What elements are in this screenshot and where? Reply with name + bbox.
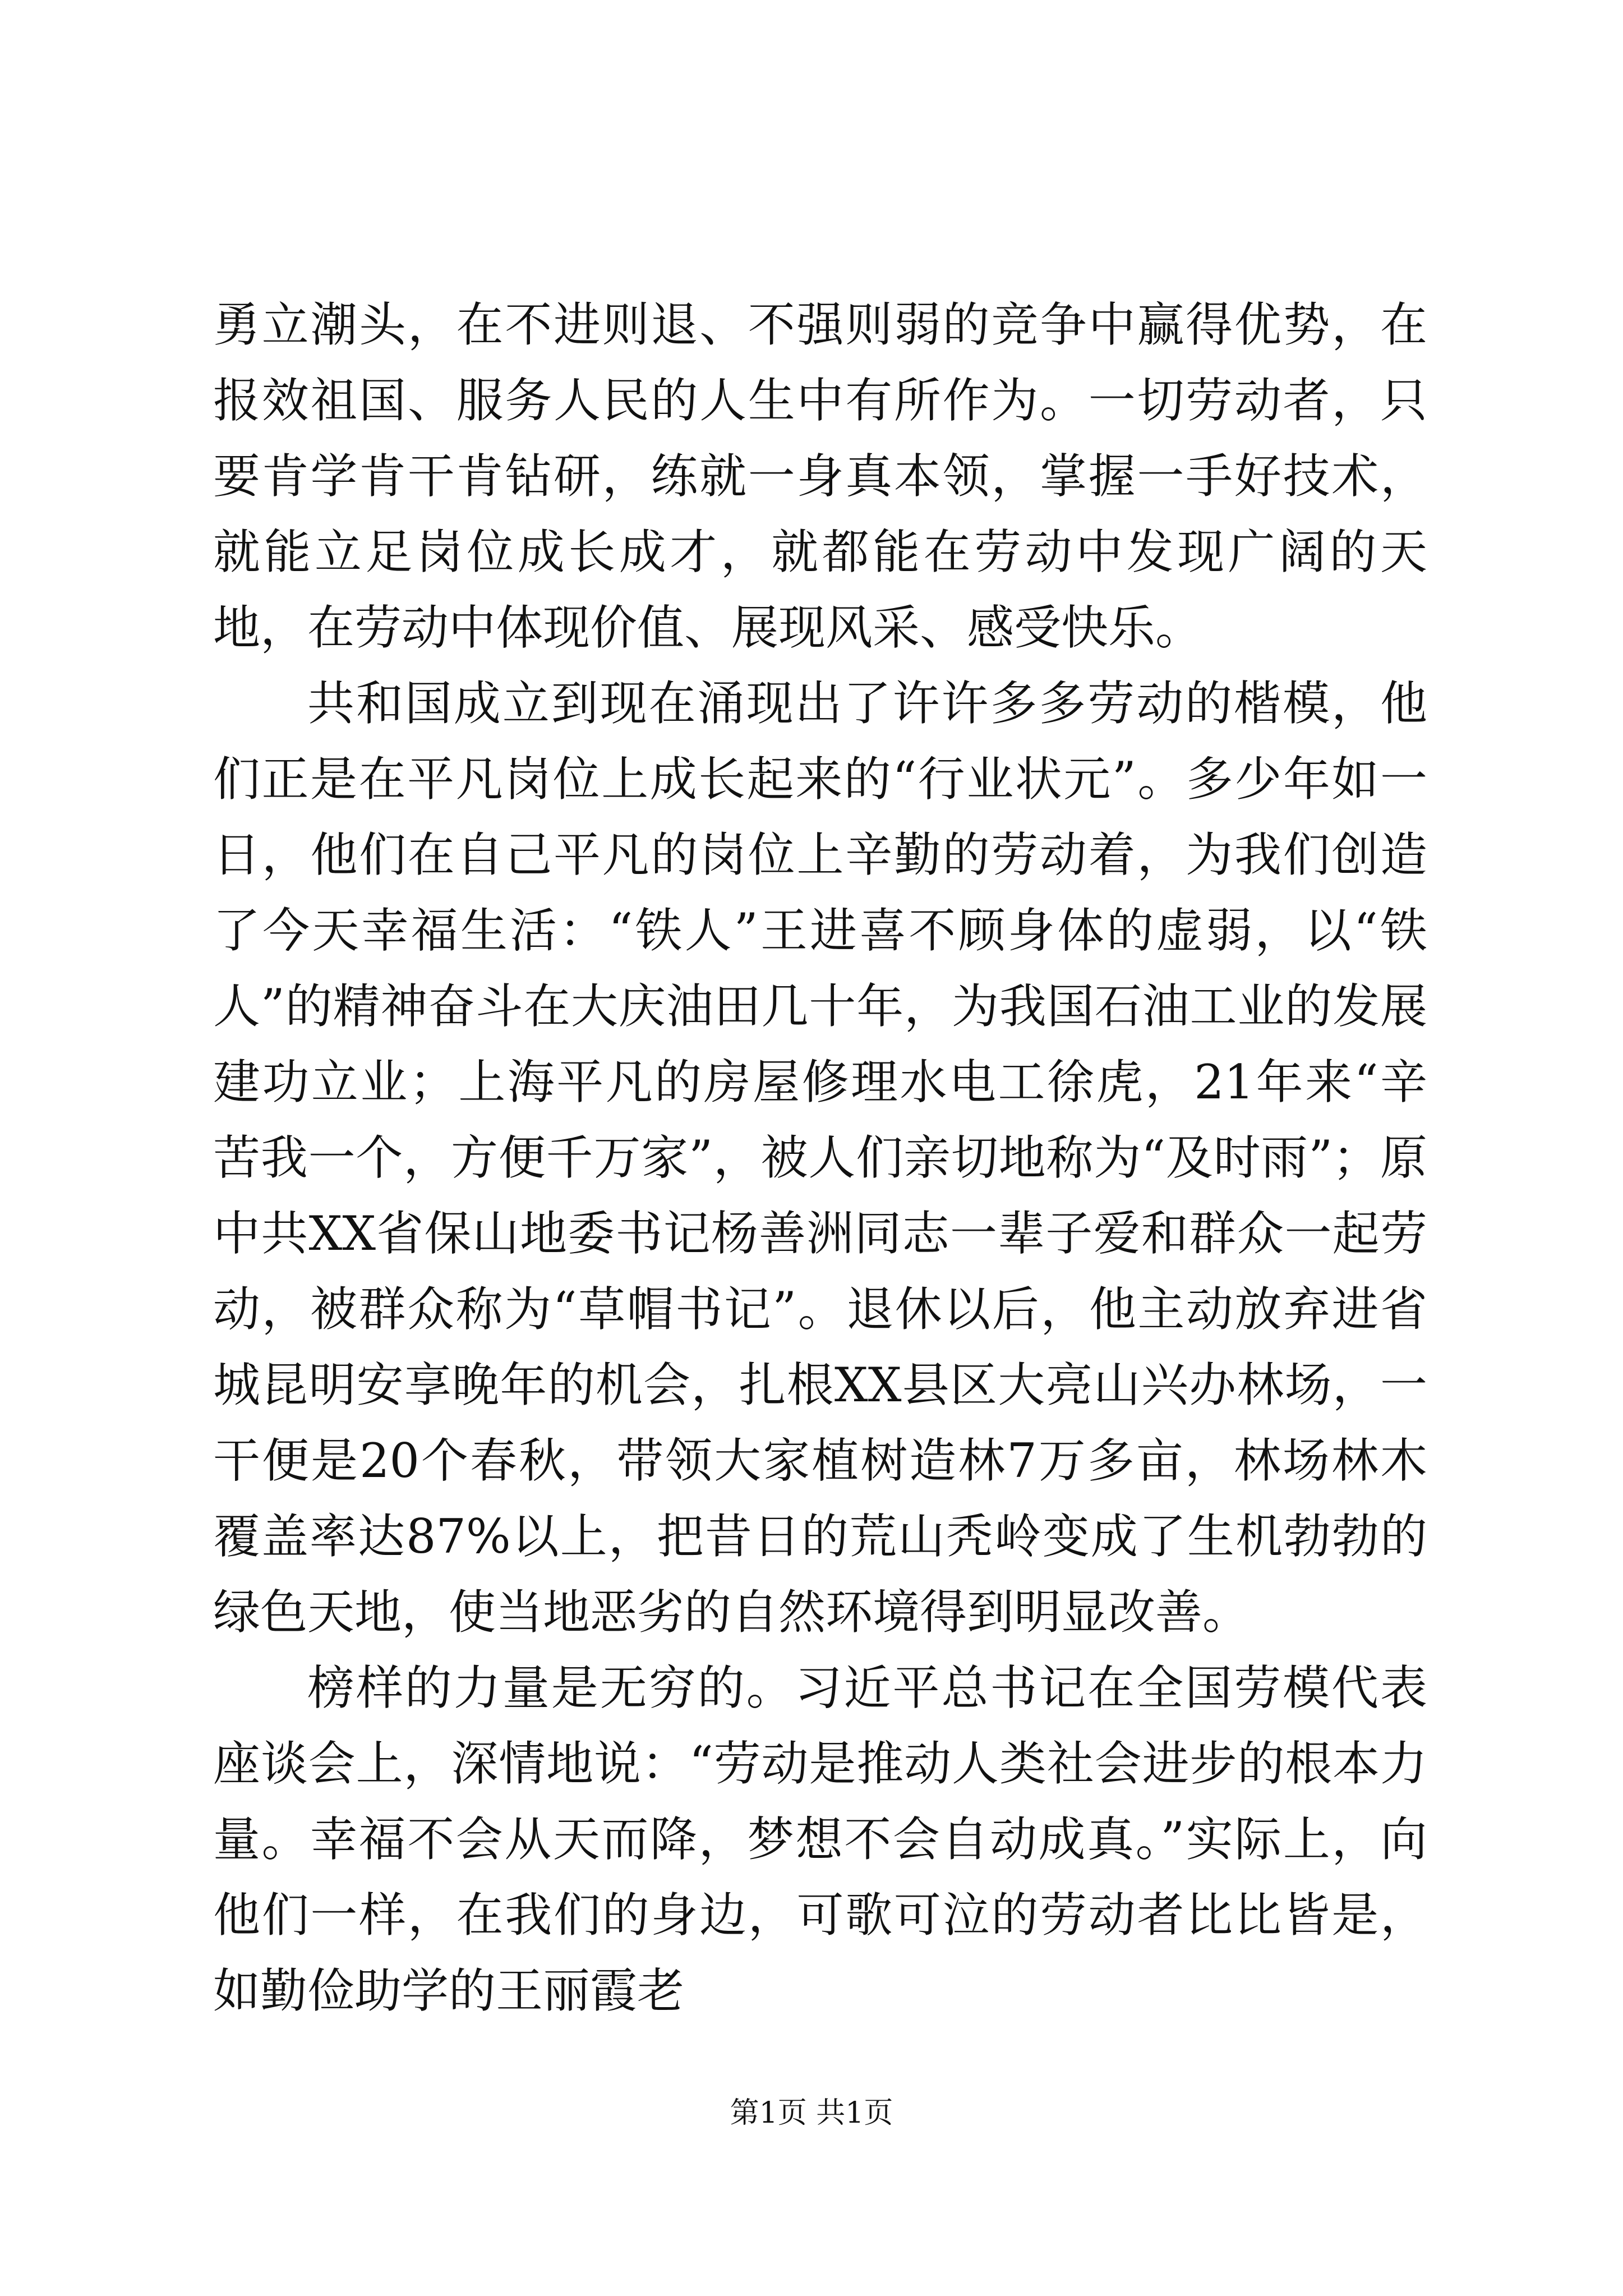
paragraph-3: 榜样的力量是无穷的。习近平总书记在全国劳模代表座谈会上，深情地说：“劳动是推动人类社会进步的根本力量。幸福不会从天而降，梦想不会自动成真。”实际上，向他们一样，在我们的身边，可歌可泣的劳动者比比皆是，如勤俭助学的王丽霞老	[213, 1660, 1427, 2018]
document-body	[213, 287, 1427, 2029]
paragraph-1: 勇立潮头，在不进则退、不强则弱的竞争中赢得优势，在报效祖国、服务人民的人生中有所作为。一切劳动者，只要肯学肯干肯钻研，练就一身真本领，掌握一手好技术，就能立足岗位成长成才，就都能在劳动中发现广阔的天地，在劳动中体现价值、展现风采、感受快乐。	[213, 297, 1427, 655]
page-number-footer: 第1页 共1页	[730, 2096, 893, 2130]
paragraph-2: 共和国成立到现在涌现出了许许多多劳动的楷模，他们正是在平凡岗位上成长起来的“行业状元”。多少年如一日，他们在自己平凡的岗位上辛勤的劳动着，为我们创造了今天幸福生活：“铁人”王进喜不顾身体的虚弱，以“铁人”的精神奋斗在大庆油田几十年，为我国石油工业的发展建功立业；上海平凡的房屋修理水电工徐虎，21年来“辛苦我一个，方便千万家”，被人们亲切地称为“及时雨”；原中共XX省保山地委书记杨善洲同志一辈子爱和群众一起劳动，被群众称为“草帽书记”。退休以后，他主动放弃进省城昆明安享晚年的机会，扎根XX县区大亮山兴办林场，一干便是20个春秋，带领大家植树造林7万多亩，林场林木覆盖率达87%以上，把昔日的荒山秃岭变成了生机勃勃的绿色天地，使当地恶劣的自然环境得到明显改善。	[213, 676, 1427, 1640]
